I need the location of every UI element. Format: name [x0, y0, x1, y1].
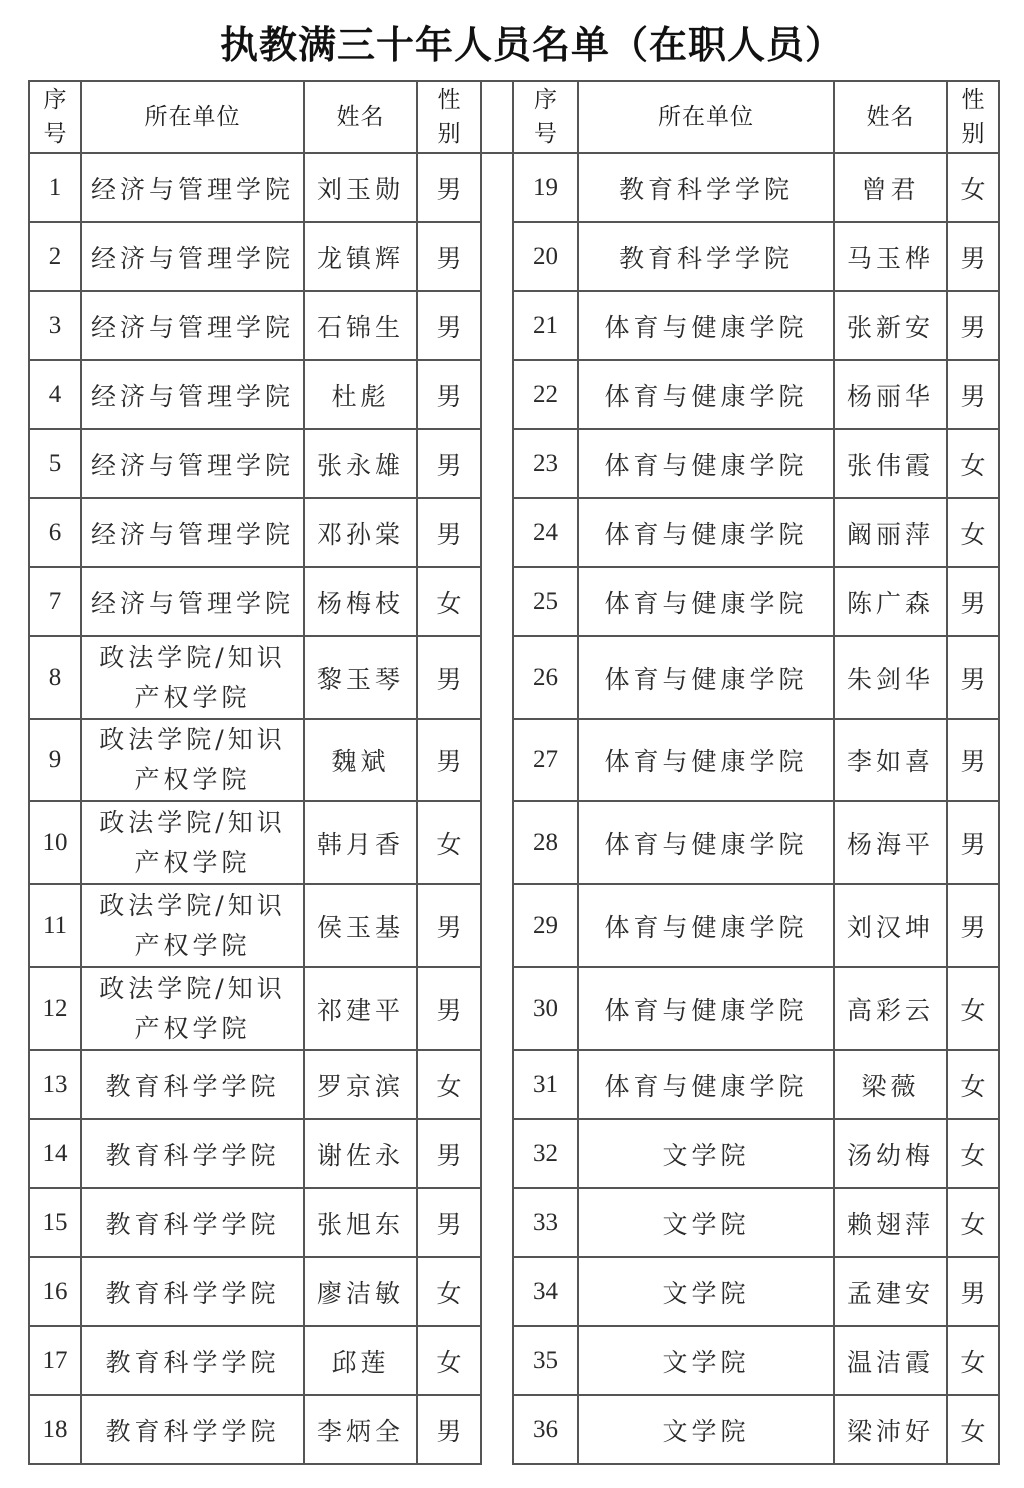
cell-index: 31 — [513, 1050, 578, 1119]
cell-index: 17 — [29, 1326, 81, 1395]
cell-name: 廖洁敏 — [304, 1257, 417, 1326]
cell-index: 33 — [513, 1188, 578, 1257]
cell-name: 罗京滨 — [304, 1050, 417, 1119]
cell-unit: 教育科学学院 — [81, 1326, 304, 1395]
table-row — [29, 1188, 999, 1257]
cell-index: 20 — [513, 222, 578, 291]
cell-gender: 女 — [417, 567, 481, 636]
cell-name: 朱剑华 — [834, 636, 947, 719]
table-row — [29, 801, 999, 884]
cell-gender: 男 — [947, 801, 999, 884]
cell-unit: 体育与健康学院 — [578, 567, 834, 636]
header-unit: 所在单位 — [578, 81, 834, 153]
cell-gender: 女 — [947, 967, 999, 1050]
cell-unit — [81, 636, 304, 719]
cell-name: 杨梅枝 — [304, 567, 417, 636]
cell-unit-line: 产权学院 — [134, 1013, 251, 1043]
table-row — [29, 1050, 999, 1119]
cell-unit: 文学院 — [578, 1119, 834, 1188]
column-gap — [481, 498, 513, 567]
cell-gender: 男 — [947, 636, 999, 719]
cell-index: 8 — [29, 636, 81, 719]
cell-gender: 男 — [417, 222, 481, 291]
column-gap — [481, 429, 513, 498]
cell-name: 赖翅萍 — [834, 1188, 947, 1257]
table-row — [29, 719, 999, 801]
column-gap — [481, 1050, 513, 1119]
cell-unit: 体育与健康学院 — [578, 884, 834, 967]
cell-index: 11 — [29, 884, 81, 967]
cell-index: 26 — [513, 636, 578, 719]
cell-unit — [81, 801, 304, 884]
cell-gender: 男 — [417, 1188, 481, 1257]
cell-unit-line: 政法学院/知识 — [99, 807, 286, 837]
table-row — [29, 884, 999, 967]
cell-gender: 男 — [947, 567, 999, 636]
cell-unit: 经济与管理学院 — [81, 153, 304, 222]
header-index: 序 号 — [513, 81, 578, 153]
cell-unit: 经济与管理学院 — [81, 567, 304, 636]
cell-name: 刘汉坤 — [834, 884, 947, 967]
cell-index: 29 — [513, 884, 578, 967]
cell-unit: 教育科学学院 — [81, 1050, 304, 1119]
cell-index: 21 — [513, 291, 578, 360]
cell-index: 4 — [29, 360, 81, 429]
cell-name: 黎玉琴 — [304, 636, 417, 719]
cell-index: 25 — [513, 567, 578, 636]
cell-name: 张永雄 — [304, 429, 417, 498]
cell-name: 杨海平 — [834, 801, 947, 884]
cell-name: 高彩云 — [834, 967, 947, 1050]
cell-index: 36 — [513, 1395, 578, 1464]
cell-index: 34 — [513, 1257, 578, 1326]
cell-gender: 女 — [417, 1050, 481, 1119]
cell-gender: 男 — [947, 360, 999, 429]
cell-unit: 经济与管理学院 — [81, 498, 304, 567]
cell-gender: 男 — [947, 719, 999, 801]
cell-index: 9 — [29, 719, 81, 801]
column-gap — [481, 291, 513, 360]
cell-unit: 体育与健康学院 — [578, 498, 834, 567]
cell-gender: 男 — [417, 636, 481, 719]
column-gap — [481, 1119, 513, 1188]
column-gap — [481, 719, 513, 801]
cell-name: 汤幼梅 — [834, 1119, 947, 1188]
cell-unit-line: 政法学院/知识 — [99, 642, 286, 672]
column-gap — [481, 967, 513, 1050]
cell-name: 梁沛好 — [834, 1395, 947, 1464]
header-index: 序 号 — [29, 81, 81, 153]
cell-gender: 男 — [417, 360, 481, 429]
header-name: 姓名 — [834, 81, 947, 153]
cell-index: 3 — [29, 291, 81, 360]
cell-unit: 经济与管理学院 — [81, 222, 304, 291]
table-row — [29, 1119, 999, 1188]
cell-index: 27 — [513, 719, 578, 801]
cell-unit: 教育科学学院 — [578, 153, 834, 222]
cell-unit — [81, 884, 304, 967]
cell-unit: 教育科学学院 — [81, 1188, 304, 1257]
cell-unit: 经济与管理学院 — [81, 360, 304, 429]
cell-unit: 经济与管理学院 — [81, 291, 304, 360]
table-row — [29, 498, 999, 567]
cell-name: 杨丽华 — [834, 360, 947, 429]
cell-index: 22 — [513, 360, 578, 429]
cell-gender: 男 — [947, 1257, 999, 1326]
header-gender: 性 别 — [947, 81, 999, 153]
cell-index: 6 — [29, 498, 81, 567]
header-row — [29, 81, 999, 153]
cell-name: 曾君 — [834, 153, 947, 222]
cell-unit-line: 产权学院 — [134, 847, 251, 877]
header-unit: 所在单位 — [81, 81, 304, 153]
cell-name: 谢佐永 — [304, 1119, 417, 1188]
cell-name: 侯玉基 — [304, 884, 417, 967]
cell-name: 龙镇辉 — [304, 222, 417, 291]
cell-gender: 男 — [417, 1119, 481, 1188]
cell-gender: 女 — [947, 1119, 999, 1188]
cell-unit: 文学院 — [578, 1257, 834, 1326]
column-gap — [481, 1326, 513, 1395]
cell-unit-line: 产权学院 — [134, 682, 251, 712]
cell-unit: 体育与健康学院 — [578, 1050, 834, 1119]
table-row — [29, 1257, 999, 1326]
cell-gender: 男 — [417, 1395, 481, 1464]
column-gap — [481, 360, 513, 429]
cell-unit-line: 政法学院/知识 — [99, 890, 286, 920]
cell-gender: 女 — [947, 1188, 999, 1257]
cell-gender: 女 — [417, 801, 481, 884]
cell-gender: 女 — [417, 1257, 481, 1326]
cell-index: 1 — [29, 153, 81, 222]
header-gender: 性 别 — [417, 81, 481, 153]
cell-index: 32 — [513, 1119, 578, 1188]
table-row — [29, 1326, 999, 1395]
cell-gender: 男 — [947, 884, 999, 967]
cell-index: 24 — [513, 498, 578, 567]
cell-unit: 体育与健康学院 — [578, 360, 834, 429]
cell-unit: 教育科学学院 — [81, 1395, 304, 1464]
cell-gender: 男 — [417, 153, 481, 222]
column-gap — [481, 636, 513, 719]
column-gap — [481, 153, 513, 222]
cell-unit: 体育与健康学院 — [578, 801, 834, 884]
column-gap — [481, 1395, 513, 1464]
cell-name: 邱莲 — [304, 1326, 417, 1395]
cell-unit: 文学院 — [578, 1188, 834, 1257]
cell-unit: 体育与健康学院 — [578, 291, 834, 360]
cell-name: 祁建平 — [304, 967, 417, 1050]
cell-unit: 经济与管理学院 — [81, 429, 304, 498]
cell-index: 23 — [513, 429, 578, 498]
cell-unit — [81, 719, 304, 801]
table-row — [29, 567, 999, 636]
cell-unit — [81, 967, 304, 1050]
cell-unit-line: 政法学院/知识 — [99, 725, 286, 754]
cell-gender: 女 — [947, 498, 999, 567]
cell-index: 16 — [29, 1257, 81, 1326]
cell-index: 18 — [29, 1395, 81, 1464]
column-gap — [481, 801, 513, 884]
cell-name: 陈广森 — [834, 567, 947, 636]
cell-unit: 教育科学学院 — [81, 1119, 304, 1188]
cell-name: 杜彪 — [304, 360, 417, 429]
cell-unit-line: 产权学院 — [134, 930, 251, 960]
cell-gender: 男 — [417, 967, 481, 1050]
cell-unit-line: 产权学院 — [134, 765, 251, 794]
cell-gender: 男 — [417, 429, 481, 498]
cell-gender: 女 — [417, 1326, 481, 1395]
table-row — [29, 636, 999, 719]
table-row — [29, 429, 999, 498]
cell-unit: 体育与健康学院 — [578, 719, 834, 801]
cell-name: 梁薇 — [834, 1050, 947, 1119]
column-gap — [481, 567, 513, 636]
cell-index: 30 — [513, 967, 578, 1050]
cell-index: 2 — [29, 222, 81, 291]
cell-gender: 女 — [947, 429, 999, 498]
header-name: 姓名 — [304, 81, 417, 153]
cell-name: 李炳全 — [304, 1395, 417, 1464]
table-row — [29, 291, 999, 360]
cell-gender: 女 — [947, 1395, 999, 1464]
cell-gender: 男 — [947, 291, 999, 360]
column-gap — [481, 884, 513, 967]
staff-list-table — [28, 80, 1000, 1465]
cell-unit: 体育与健康学院 — [578, 967, 834, 1050]
cell-gender: 男 — [417, 498, 481, 567]
cell-gender: 女 — [947, 1050, 999, 1119]
cell-unit: 教育科学学院 — [81, 1257, 304, 1326]
cell-gender: 女 — [947, 153, 999, 222]
cell-name: 张新安 — [834, 291, 947, 360]
table-row — [29, 1395, 999, 1464]
table-row — [29, 360, 999, 429]
cell-name: 刘玉勋 — [304, 153, 417, 222]
cell-name: 孟建安 — [834, 1257, 947, 1326]
cell-gender: 男 — [417, 719, 481, 801]
cell-name: 韩月香 — [304, 801, 417, 884]
cell-index: 28 — [513, 801, 578, 884]
column-gap — [481, 81, 513, 153]
cell-gender: 男 — [947, 222, 999, 291]
cell-name: 温洁霞 — [834, 1326, 947, 1395]
cell-index: 14 — [29, 1119, 81, 1188]
cell-index: 13 — [29, 1050, 81, 1119]
table-row — [29, 153, 999, 222]
cell-unit: 教育科学学院 — [578, 222, 834, 291]
cell-gender: 男 — [417, 884, 481, 967]
cell-unit: 体育与健康学院 — [578, 429, 834, 498]
column-gap — [481, 1257, 513, 1326]
cell-index: 19 — [513, 153, 578, 222]
cell-index: 35 — [513, 1326, 578, 1395]
cell-unit: 体育与健康学院 — [578, 636, 834, 719]
cell-unit: 文学院 — [578, 1395, 834, 1464]
cell-name: 邓孙棠 — [304, 498, 417, 567]
cell-index: 7 — [29, 567, 81, 636]
cell-name: 马玉桦 — [834, 222, 947, 291]
cell-name: 李如喜 — [834, 719, 947, 801]
cell-name: 阚丽萍 — [834, 498, 947, 567]
cell-unit: 文学院 — [578, 1326, 834, 1395]
cell-name: 魏斌 — [304, 719, 417, 801]
cell-gender: 女 — [947, 1326, 999, 1395]
page-title: 执教满三十年人员名单（在职人员） — [219, 22, 844, 67]
cell-index: 10 — [29, 801, 81, 884]
cell-index: 15 — [29, 1188, 81, 1257]
cell-gender: 男 — [417, 291, 481, 360]
table-row — [29, 222, 999, 291]
cell-name: 石锦生 — [304, 291, 417, 360]
table-row — [29, 967, 999, 1050]
column-gap — [481, 222, 513, 291]
cell-name: 张伟霞 — [834, 429, 947, 498]
cell-index: 5 — [29, 429, 81, 498]
cell-index: 12 — [29, 967, 81, 1050]
cell-unit-line: 政法学院/知识 — [99, 973, 286, 1003]
column-gap — [481, 1188, 513, 1257]
cell-name: 张旭东 — [304, 1188, 417, 1257]
